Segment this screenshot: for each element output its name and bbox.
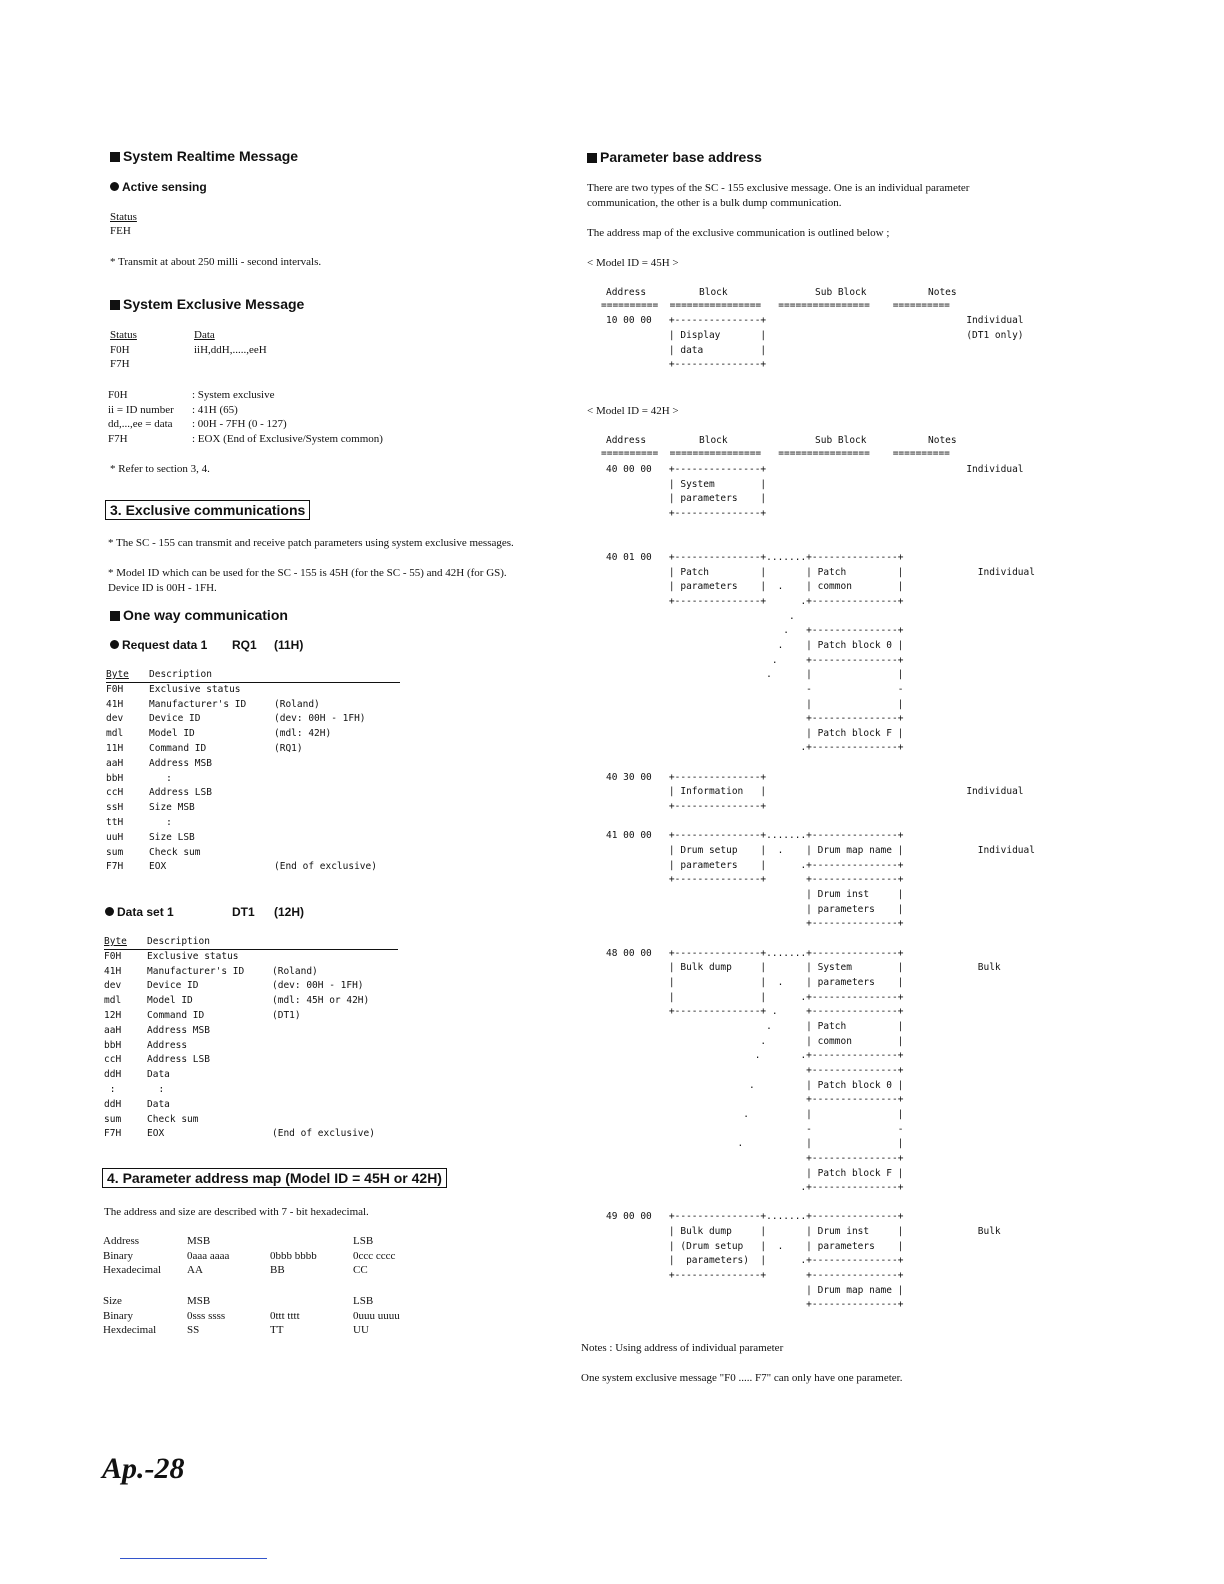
- table-row: [103, 1294, 433, 1309]
- cell-desc: Size MSB: [149, 802, 195, 814]
- cell-byte: ccH: [104, 1054, 122, 1066]
- square-bullet-icon: [110, 611, 120, 621]
- cell-comment: (End of exclusive): [272, 1128, 375, 1140]
- cell-desc: Address: [147, 1039, 188, 1051]
- active-sensing-text: Active sensing: [122, 180, 207, 194]
- table-row: [104, 950, 404, 965]
- cell-byte: F7H: [106, 861, 124, 873]
- cell-byte: 41H: [104, 965, 122, 977]
- table-row: [104, 994, 404, 1009]
- cell-comment: (mdl: 42H): [274, 728, 332, 740]
- col-byte: Byte: [104, 936, 127, 947]
- col-byte: Byte: [106, 669, 129, 680]
- cell-desc: Model ID: [149, 728, 195, 740]
- cell-desc: Manufacturer's ID: [147, 965, 245, 977]
- cell-desc: :: [147, 1083, 165, 1095]
- cell-desc: Manufacturer's ID: [149, 698, 247, 710]
- exclusive-data-col: Data: [194, 329, 215, 341]
- model42-label: < Model ID = 42H >: [587, 405, 679, 417]
- table-cell: Size: [103, 1295, 122, 1307]
- exclusive-defs: [108, 388, 383, 446]
- section4-title: 4. Parameter address map: [107, 1170, 282, 1186]
- square-bullet-icon: [110, 300, 120, 310]
- hdr-sub-block: Sub Block: [815, 287, 867, 298]
- header-rule: ========== ================ ================ ==========: [601, 300, 950, 311]
- table-cell: TT: [270, 1324, 284, 1336]
- table-cell: 0ccc cccc: [353, 1249, 396, 1262]
- def-value: : System exclusive: [192, 389, 275, 401]
- table-cell: CC: [353, 1264, 368, 1276]
- map-42: 40 00 00 +---------------+ Individual | System | | parameters | +---------------+ 40 01 00 +---------------+.......+---------------+ | Patch | | Patch | Individual | parameters | . | common | +---------------+ .+---------------+ . . +---------------+ . | Patch block 0 | . +---------------+ . | | - - | | +---------------+ | Patch block F | .+---------------+ 40 30 00 +---------------+ | Information | Individual +---------------+ 41 00 00 +---------------+.......+---------------+ | Drum setup | . | Drum map name | Individual | parameters | .+---------------+ +---------------+ +---------------+ | Drum inst | | parameters | +---------------+ 48 00 00 +---------------+.......+---------------+ | Bulk dump | | System | Bulk | | . | parameters | | | .+---------------+ +---------------+ . +---------------+ . | Patch | . | common | . .+---------------+ +---------------+ . | Patch block 0 | +---------------+ . | | - - . | | +---------------+ | Patch block F | .+---------------+ 49 00 00 +---------------+.......+---------------+ | Bulk dump | | Drum inst | Bulk | (Drum setup | . | parameters | | parameters) | .+---------------+ +---------------+ +---------------+ | Drum map name | +---------------+: [606, 464, 1035, 1311]
- cell-comment: (dev: 00H - 1FH): [272, 980, 364, 992]
- cell-desc: Exclusive status: [147, 950, 239, 962]
- hdr-address: Address: [606, 287, 647, 298]
- dt1-heading: [105, 905, 174, 919]
- cell-byte: 41H: [106, 698, 124, 710]
- table-cell: MSB: [187, 1295, 211, 1307]
- notes-line-2: One system exclusive message "F0 ..... F7" can only have one parameter.: [581, 1372, 903, 1384]
- realtime-heading-text: System Realtime Message: [123, 148, 299, 164]
- cell-byte: F7H: [104, 1128, 122, 1140]
- def-key: dd,...,ee = data: [108, 418, 173, 430]
- dt1-title: Data set 1: [117, 905, 174, 919]
- rq1-heading: [110, 638, 207, 652]
- dot-bullet-icon: [110, 640, 119, 649]
- realtime-heading: [110, 148, 298, 164]
- dt1-code: DT1: [232, 905, 255, 919]
- dot-bullet-icon: [110, 182, 119, 191]
- table-row: [106, 831, 406, 846]
- table-cell: 0bbb bbbb: [270, 1249, 317, 1262]
- address-table: [103, 1234, 433, 1278]
- table-cell: Address: [103, 1235, 140, 1247]
- cell-byte: uuH: [106, 831, 124, 843]
- hdr-block: Block: [699, 435, 728, 446]
- param-base-heading-text: Parameter base address: [600, 149, 762, 165]
- hdr-notes: Notes: [928, 435, 957, 446]
- table-row: [106, 786, 406, 801]
- table-row: [104, 1083, 404, 1098]
- hdr-notes: Notes: [928, 287, 957, 298]
- table-row: [106, 712, 406, 727]
- table-row: [104, 1024, 404, 1039]
- table-row: [104, 979, 404, 994]
- hdr-address: Address: [606, 435, 647, 446]
- table-cell: Binary: [103, 1309, 133, 1322]
- status-value: FEH: [110, 225, 131, 237]
- cell-desc: Address MSB: [147, 1024, 210, 1036]
- cell-byte: 12H: [104, 1009, 122, 1021]
- cell-byte: 11H: [106, 742, 124, 754]
- table-row: [104, 1127, 404, 1142]
- active-sensing-heading: [110, 180, 207, 194]
- table-cell: MSB: [187, 1235, 211, 1247]
- cell-byte: mdl: [106, 728, 124, 740]
- cell-byte: ccH: [106, 787, 124, 799]
- cell-byte: F0H: [106, 683, 124, 695]
- table-row: [103, 1263, 433, 1278]
- cell-comment: (dev: 00H - 1FH): [274, 713, 366, 725]
- table-row: [104, 965, 404, 980]
- table-row: [106, 683, 406, 698]
- header-rule: ========== ================ ================ ==========: [601, 448, 950, 459]
- cell-desc: Check sum: [147, 1113, 199, 1125]
- section4-heading: [102, 1168, 447, 1188]
- table-cell: 0ttt tttt: [270, 1309, 300, 1322]
- table-cell: Hexdecimal: [103, 1324, 157, 1336]
- notes-line-1: Notes : Using address of individual parameter: [581, 1342, 784, 1354]
- dt1-table: [104, 935, 404, 1142]
- section4-title-extra: (Model ID = 45H or 42H): [285, 1170, 442, 1186]
- size-table: [103, 1294, 433, 1338]
- table-cell: BB: [270, 1264, 285, 1276]
- hdr-block: Block: [699, 287, 728, 298]
- cell-desc: Data: [147, 1069, 170, 1081]
- def-key: F7H: [108, 432, 128, 445]
- exclusive-row-status: F0H: [110, 344, 130, 356]
- cell-byte: :: [104, 1083, 116, 1095]
- cell-byte: sum: [104, 1113, 122, 1125]
- cell-byte: ddH: [104, 1098, 122, 1110]
- cell-byte: mdl: [104, 995, 122, 1007]
- col-desc: Description: [147, 936, 210, 947]
- status-label: Status: [110, 211, 137, 223]
- table-row: [106, 772, 406, 787]
- table-cell: [270, 1294, 353, 1309]
- cell-byte: sum: [106, 846, 124, 858]
- cell-desc: Model ID: [147, 995, 193, 1007]
- model45-label: < Model ID = 45H >: [587, 257, 679, 269]
- table-row: [103, 1249, 433, 1264]
- rq1-table: [106, 668, 406, 875]
- cell-comment: (End of exclusive): [274, 861, 377, 873]
- section3-heading: 3. Exclusive communications: [105, 500, 310, 520]
- oneway-heading-text: One way communication: [123, 607, 288, 623]
- cell-comment: (Roland): [272, 965, 318, 977]
- section3-bullet: * The SC - 155 can transmit and receive patch parameters using system exclusive messages.: [108, 537, 514, 549]
- cell-comment: (RQ1): [274, 742, 303, 754]
- exclusive-note: * Refer to section 3, 4.: [110, 463, 210, 475]
- cell-byte: F0H: [104, 950, 122, 962]
- table-row: [104, 1009, 404, 1024]
- def-value: : 00H - 7FH (0 - 127): [192, 418, 287, 430]
- rq1-hex: (11H): [274, 638, 304, 652]
- cell-byte: bbH: [104, 1039, 122, 1051]
- exclusive-row-data: iiH,ddH,.....,eeH: [194, 344, 267, 356]
- cell-desc: Data: [147, 1098, 170, 1110]
- table-row: [106, 698, 406, 713]
- table-cell: AA: [187, 1264, 203, 1276]
- cell-desc: EOX: [147, 1128, 165, 1140]
- cell-byte: ddH: [104, 1069, 122, 1081]
- cell-comment: (Roland): [274, 698, 320, 710]
- section4-intro: The address and size are described with 7 - bit hexadecimal.: [104, 1206, 369, 1218]
- realtime-note: * Transmit at about 250 milli - second intervals.: [110, 256, 322, 268]
- page-number: Ap.-28: [102, 1452, 185, 1485]
- square-bullet-icon: [587, 153, 597, 163]
- exclusive-row-status: F7H: [110, 358, 130, 370]
- table-cell: Hexadecimal: [103, 1264, 162, 1276]
- table-cell: Binary: [103, 1249, 133, 1262]
- col-desc: Description: [149, 669, 212, 680]
- table-row: [103, 1323, 433, 1338]
- cell-desc: Check sum: [149, 846, 201, 858]
- rq1-title: Request data 1: [122, 638, 208, 652]
- cell-desc: Address MSB: [149, 757, 212, 769]
- cell-desc: EOX: [149, 861, 167, 873]
- table-cell: LSB: [353, 1235, 374, 1247]
- table-row: [106, 816, 406, 831]
- table-cell: 0aaa aaaa: [187, 1249, 230, 1262]
- section3-bullet: * Model ID which can be used for the SC - 155 is 45H (for the SC - 55) and 42H (for GS). Device ID is 00H - 1FH.: [108, 567, 507, 594]
- cell-desc: Device ID: [149, 713, 201, 725]
- table-cell: 0uuu uuuu: [353, 1309, 400, 1322]
- exclusive-status-col: Status: [110, 329, 137, 341]
- table-row: [106, 860, 406, 875]
- cell-desc: Device ID: [147, 980, 199, 992]
- cell-comment: (DT1): [272, 1009, 301, 1021]
- exclusive-heading-text: System Exclusive Message: [123, 296, 305, 312]
- table-cell: 0sss ssss: [187, 1309, 226, 1322]
- hdr-sub-block: Sub Block: [815, 435, 867, 446]
- dot-bullet-icon: [105, 907, 114, 916]
- table-row: [106, 757, 406, 772]
- cell-byte: ssH: [106, 802, 124, 814]
- table-cell: LSB: [353, 1295, 374, 1307]
- table-row: [106, 801, 406, 816]
- cell-byte: dev: [104, 980, 122, 992]
- table-row: [104, 1098, 404, 1113]
- table-cell: SS: [187, 1324, 200, 1336]
- cell-byte: dev: [106, 713, 124, 725]
- dt1-hex: (12H): [274, 905, 305, 919]
- cell-desc: Exclusive status: [149, 683, 241, 695]
- table-row: [104, 1068, 404, 1083]
- cell-comment: (mdl: 45H or 42H): [272, 995, 370, 1007]
- cell-desc: Address LSB: [149, 787, 212, 799]
- oneway-heading: [110, 607, 288, 623]
- table-row: [106, 727, 406, 742]
- map-45: 10 00 00 +---------------+ Individual | Display | (DT1 only) | data | +---------------+: [606, 315, 1024, 371]
- table-row: [104, 1053, 404, 1068]
- def-key: ii = ID number: [108, 403, 174, 416]
- cell-byte: ttH: [106, 816, 124, 828]
- right-intro-1: There are two types of the SC - 155 exclusive message. One is an individual parameter communication, the other is a bulk dump communication.: [587, 182, 970, 209]
- table-row: [103, 1309, 433, 1324]
- cell-desc: Size LSB: [149, 831, 195, 843]
- cell-desc: Address LSB: [147, 1054, 210, 1066]
- cell-byte: aaH: [104, 1024, 122, 1036]
- table-cell: [270, 1234, 353, 1249]
- cell-byte: bbH: [106, 772, 124, 784]
- cell-desc: :: [149, 772, 172, 784]
- exclusive-heading: [110, 296, 304, 312]
- table-row: [104, 1039, 404, 1054]
- right-intro-2: The address map of the exclusive communication is outlined below ;: [587, 227, 890, 239]
- table-cell: UU: [353, 1324, 369, 1336]
- rq1-code: RQ1: [232, 638, 257, 652]
- cell-desc: Command ID: [147, 1009, 205, 1021]
- def-value: : EOX (End of Exclusive/System common): [192, 432, 383, 445]
- table-row: [106, 846, 406, 861]
- square-bullet-icon: [110, 152, 120, 162]
- cell-desc: :: [149, 816, 172, 828]
- cell-byte: aaH: [106, 757, 124, 769]
- cell-desc: Command ID: [149, 742, 207, 754]
- def-key: F0H: [108, 389, 128, 401]
- param-base-heading: [587, 149, 762, 165]
- table-row: [104, 1113, 404, 1128]
- def-value: : 41H (65): [192, 403, 238, 416]
- table-row: [106, 742, 406, 757]
- table-row: [103, 1234, 433, 1249]
